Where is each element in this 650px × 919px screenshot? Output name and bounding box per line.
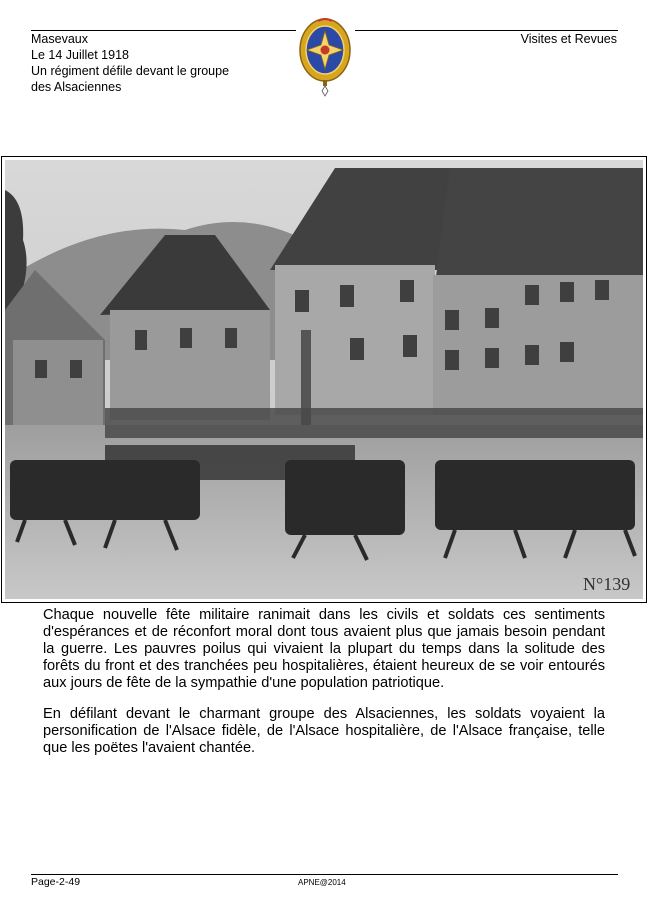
parade-photograph — [5, 160, 643, 599]
paragraph-1: Chaque nouvelle fête militaire ranimait dans les civils et soldats ces sentiments d'espérances et de réconfort moral dont tous avaient plus que jamais besoin pendant la guerre. Les pauvres poilus qui vivaient la plupart du temps dans la solitude des forêts du front et des tranchées peu hospitalières, étaient heureux de se voir entourés aux jours de fête de la sympathie d'une population patriotique. — [43, 607, 605, 691]
header-caption-line-2: des Alsaciennes — [31, 80, 122, 94]
plate-number: N°139 — [583, 574, 631, 594]
header-section-title: Visites et Revues — [520, 32, 617, 46]
header-date: Le 14 Juillet 1918 — [31, 48, 129, 62]
page-number: Page-2-49 — [31, 876, 81, 888]
header-caption-block — [31, 31, 229, 95]
photo-frame — [1, 156, 647, 603]
footer-rule — [31, 874, 618, 875]
header-location: Masevaux — [31, 32, 88, 46]
header-caption-line-1: Un régiment défile devant le groupe — [31, 64, 230, 78]
paragraph-2: En défilant devant le charmant groupe des Alsaciennes, les soldats voyaient la personification de l'Alsace fidèle, de l'Alsace hospitalière, de l'Alsace française, telle que les poëtes l'avaient chantée. — [43, 706, 605, 756]
copyright-credit: APNE@2014 — [298, 878, 346, 887]
body-text — [43, 607, 605, 771]
emblem-icon — [298, 17, 352, 99]
